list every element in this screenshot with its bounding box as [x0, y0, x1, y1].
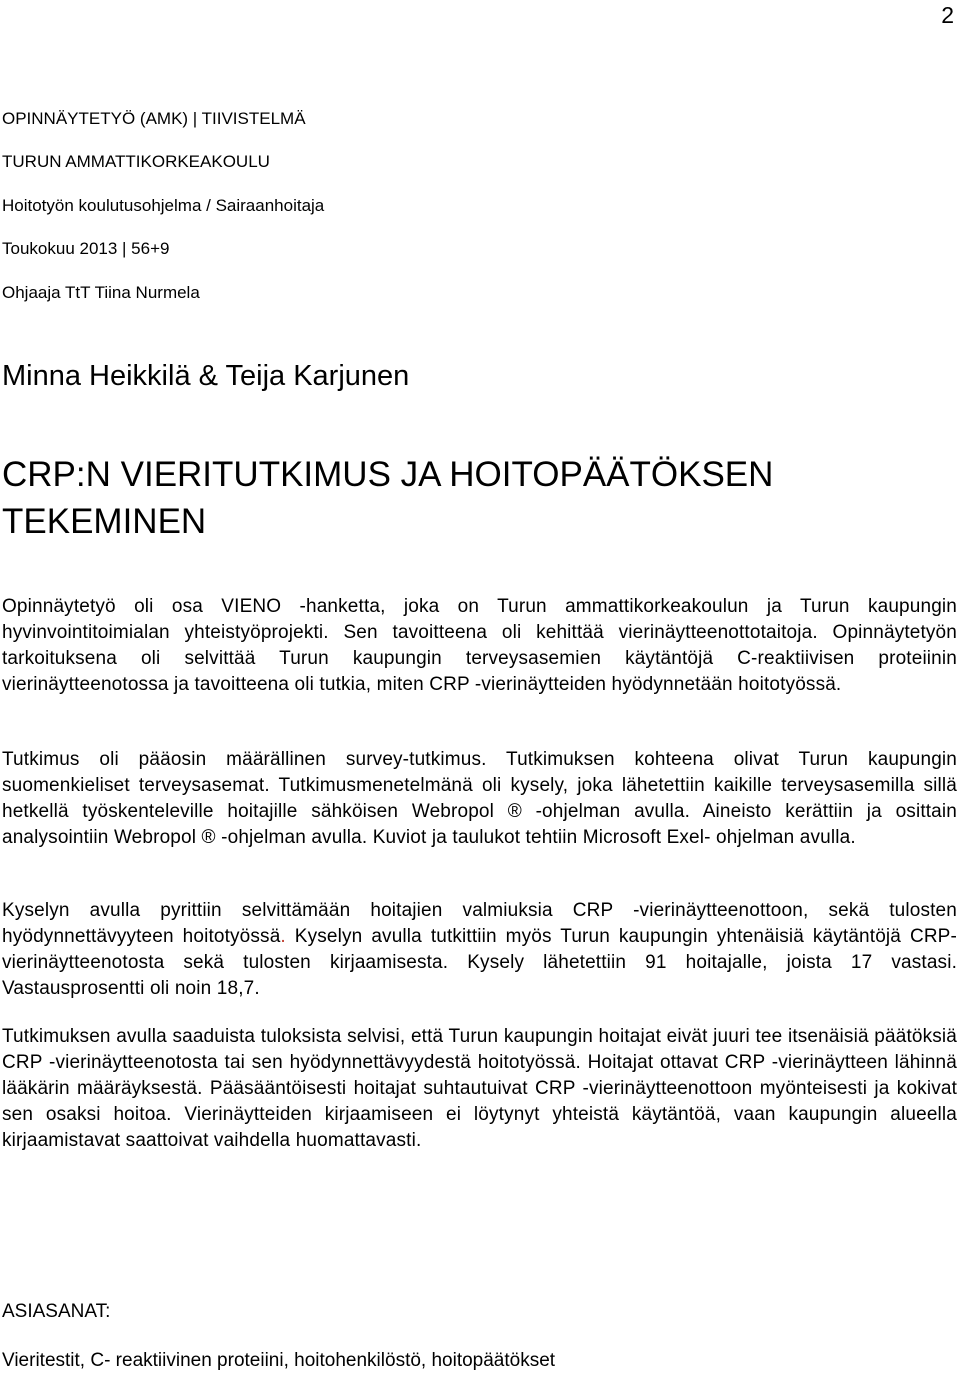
document-type-line: OPINNÄYTETYÖ (AMK) | TIIVISTELMÄ	[2, 109, 306, 128]
abstract-paragraph-1: Opinnäytetyö oli osa VIENO -hanketta, joka on Turun ammattikorkeakoulun ja Turun kaupungin hyvinvointitoimialan yhteistyöprojekti. Sen tavoitteena oli kehittää vierinäytteenottotaitoja. Opinnäytetyön tarkoituksena oli selvittää Turun kaupungin terveysasemien käytäntöjä C-reaktiivisen proteiinin vierinäytteenotossa ja tavoitteena oli tutkia, miten CRP -vierinäytteiden hyödynnetään hoitotyössä.	[2, 596, 957, 695]
program-line: Hoitotyön koulutusohjelma / Sairaanhoitaja	[2, 196, 325, 215]
highlighted-period: .	[280, 926, 286, 947]
page-number: 2	[941, 2, 954, 28]
abstract-paragraph-3-part-2: Kyselyn avulla tutkittiin myös Turun kaupungin yhtenäisiä käytäntöjä CRP- vierinäytteenotosta sekä tulosten kirjaamisesta. Kysely lähetettiin 91 hoitajalle, joista 17 vastasi. Vastausprosentti oli noin 18,7.	[2, 926, 957, 999]
keywords-value: Vieritestit, C- reaktiivinen proteiini, hoitohenkilöstö, hoitopäätökset	[2, 1350, 556, 1371]
authors: Minna Heikkilä & Teija Karjunen	[2, 360, 410, 392]
abstract-paragraph-3-part-1: Kyselyn avulla pyrittiin selvittämään hoitajien valmiuksia CRP -vierinäytteenottoon, sekä tulosten hyödynnettävyyteen hoitotyössä	[2, 900, 957, 947]
thesis-title-line-1: CRP:N VIERITUTKIMUS JA HOITOPÄÄTÖKSEN	[2, 455, 774, 494]
abstract-paragraph-2: Tutkimus oli pääosin määrällinen survey-tutkimus. Tutkimuksen kohteena olivat Turun kaupungin suomenkieliset terveysasemat. Tutkimusmenetelmänä oli kysely, joka lähetettiin kaikille terveysasemilla sillä hetkellä työskenteleville hoitajille sähköisen Webropol ® -ohjelman avulla. Aineisto kerättiin ja osittain analysointiin Webropol ® -ohjelman avulla. Kuviot ja taulukot tehtiin Microsoft Exel- ohjelman avulla.	[2, 749, 957, 848]
thesis-title-line-2: TEKEMINEN	[2, 502, 207, 541]
abstract-paragraph-4: Tutkimuksen avulla saaduista tuloksista selvisi, että Turun kaupungin hoitajat eivät juuri tee itsenäisiä päätöksiä CRP -vierinäytteenotosta tai sen hyödynnettävyydestä hoitotyössä. Hoitajat ottavat CRP -vierinäytteen lähinnä lääkärin määräyksestä. Pääsääntöisesti hoitajat suhtautuivat CRP -vierinäytteenottoon myönteisesti ja kokivat sen osaksi hoitoa. Vierinäytteiden kirjaamiseen ei löytynyt yhteistä käytäntöä, vaan kaupungin alueella kirjaamistavat saattoivat vaihdella huomattavasti.	[2, 1026, 957, 1151]
abstract-paragraph-3	[2, 898, 957, 1002]
supervisor-line: Ohjaaja TtT Tiina Nurmela	[2, 283, 200, 302]
keywords-label: ASIASANAT:	[2, 1301, 111, 1322]
thesis-title	[2, 451, 942, 545]
institution-line: TURUN AMMATTIKORKEAKOULU	[2, 152, 270, 171]
date-pages-line: Toukokuu 2013 | 56+9	[2, 239, 170, 258]
